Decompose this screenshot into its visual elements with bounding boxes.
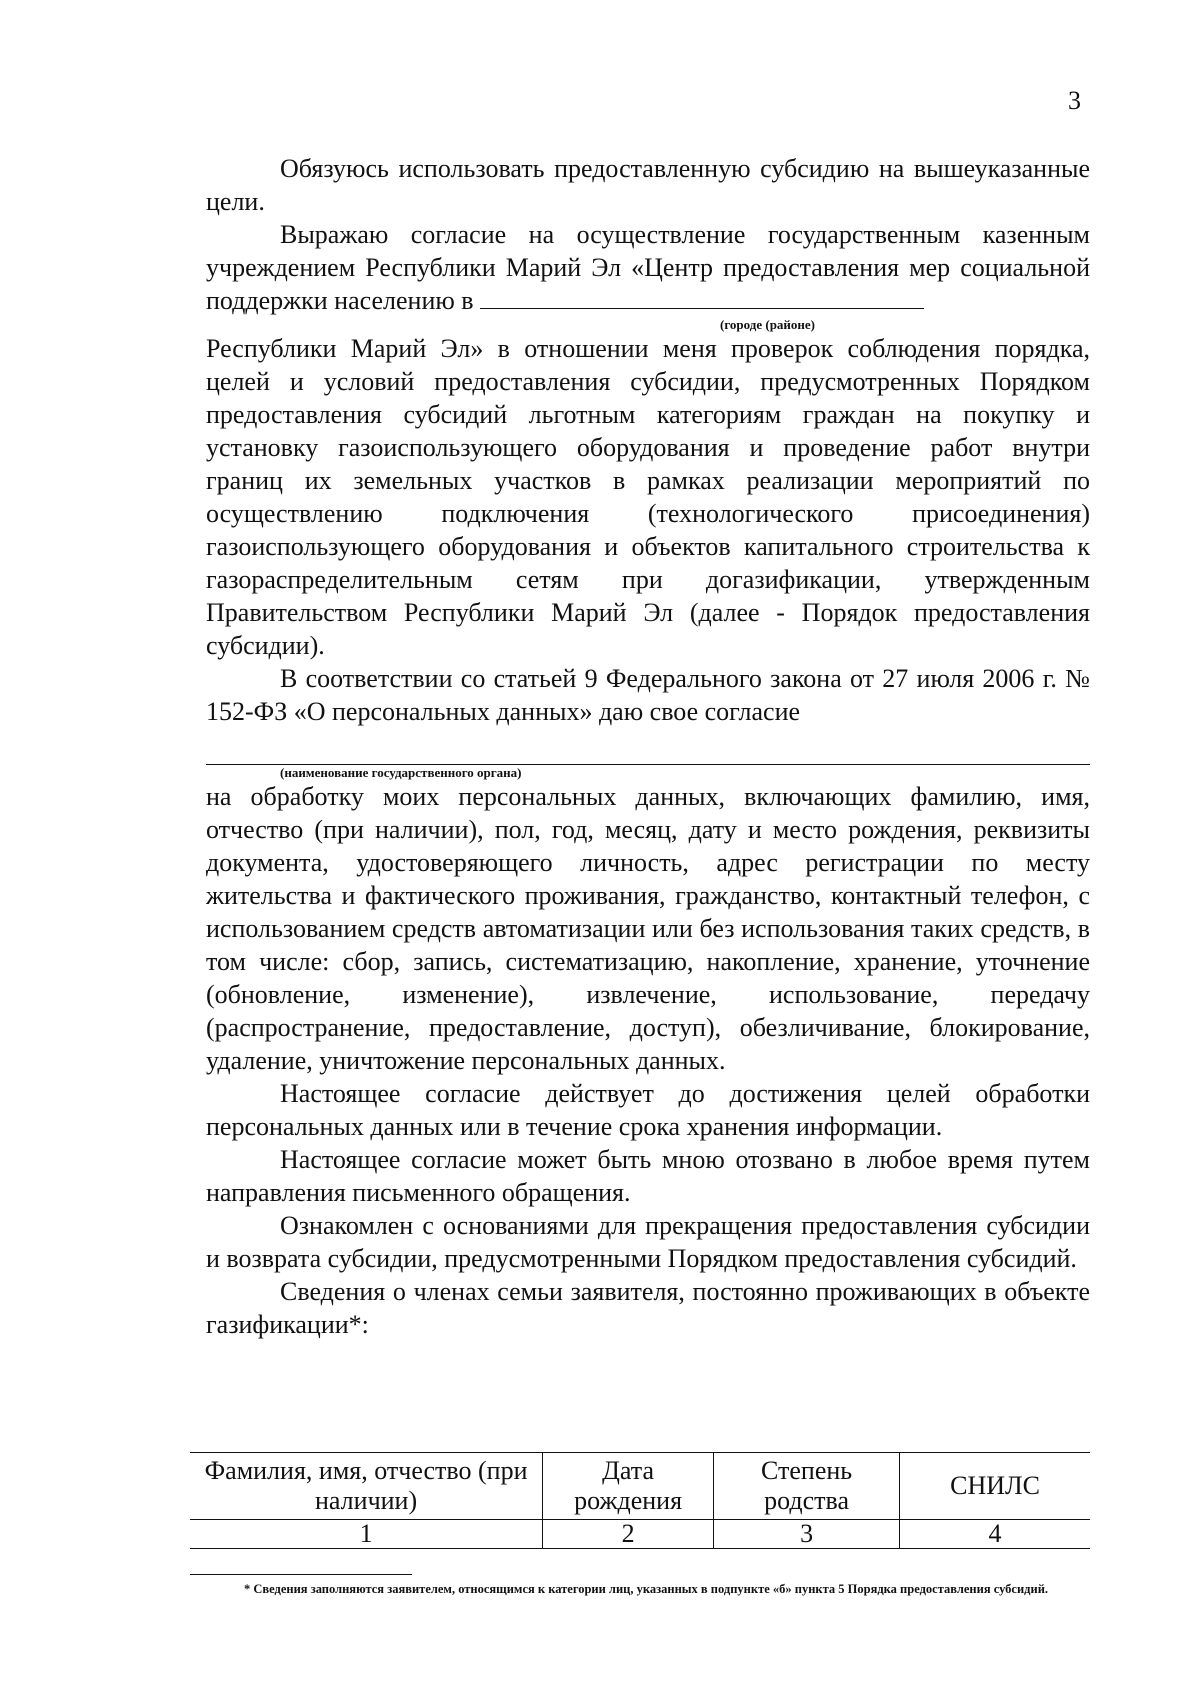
- paragraph-consent-revocation: Настоящее согласие может быть мною отозвано в любое время путем направления письменного обращения.: [206, 1145, 1090, 1207]
- family-members-table: [190, 1452, 1090, 1549]
- paragraph-personal-data-law: В соответствии со статьей 9 Федерального закона от 27 июля 2006 г. № 152-ФЗ «О персональных данных» даю свое согласие: [206, 664, 1090, 726]
- paragraph-consent-validity: Настоящее согласие действует до достижения целей обработки персональных данных или в течение срока хранения информации.: [206, 1079, 1090, 1141]
- header-snils: СНИЛС: [900, 1453, 1090, 1520]
- page-number: 3: [1068, 86, 1081, 115]
- government-body-blank[interactable]: [206, 728, 1090, 765]
- column-number: 2: [543, 1520, 714, 1549]
- city-district-caption: (городе (районе): [720, 317, 815, 332]
- government-body-caption: (наименование государственного органа): [280, 765, 522, 780]
- table-header-row: [190, 1453, 1090, 1520]
- header-full-name: Фамилия, имя, отчество (при наличии): [190, 1453, 543, 1520]
- header-relationship: Степень родства: [714, 1453, 900, 1520]
- table-column-numbers-row: [190, 1520, 1090, 1549]
- city-district-blank[interactable]: [480, 286, 924, 309]
- paragraph-commitment: Обязуюсь использовать предоставленную субсидию на вышеуказанные цели.: [206, 154, 1090, 216]
- paragraph-family-members: Сведения о членах семьи заявителя, постоянно проживающих в объекте газификации*:: [206, 1277, 1090, 1339]
- paragraph-consent-inspections: [206, 218, 1090, 317]
- column-number: 4: [900, 1520, 1090, 1549]
- paragraph-termination-grounds: Ознакомлен с основаниями для прекращения предоставления субсидии и возврата субсидии, предусмотренными Порядком предоставления субсидий.: [206, 1211, 1090, 1273]
- personal-data-processing-text: на обработку моих персональных данных, включающих фамилию, имя, отчество (при наличии), пол, год, месяц, дату и место рождения, реквизиты документа, удостоверяющего личность, адрес регистрации по месту жительства и фактического проживания, гражданство, контактный телефон, с использованием средств автоматизации или без использования таких средств, в том числе: сбор, запись, систематизацию, накопление, хранение, уточнение (обновление, изменение), извлечение, использование, передачу (распространение, предоставление, доступ), обезличивание, блокирование, удаление, уничтожение персональных данных.: [206, 782, 1090, 1075]
- header-birth-date: Дата рождения: [543, 1453, 714, 1520]
- consent-inspections-text-start: Выражаю согласие на осуществление государственным казенным учреждением Республики Марий Эл «Центр предоставления мер социальной поддержки населению в: [206, 220, 1090, 315]
- column-number: 1: [190, 1520, 543, 1549]
- consent-inspections-text-end: Республики Марий Эл» в отношении меня проверок соблюдения порядка, целей и условий предоставления субсидии, предусмотренных Порядком предоставления субсидий льготным категориям граждан на покупку и установку газоиспользующего оборудования и проведение работ внутри границ их земельных участков в рамках реализации мероприятий по осуществлению подключения (технологического присоединения) газоиспользующего оборудования и объектов капитального строительства к газораспределительным сетям при догазификации, утвержденным Правительством Республики Марий Эл (далее - Порядок предоставления субсидии).: [206, 334, 1090, 660]
- footnote-separator: [190, 1574, 412, 1575]
- footnote: * Сведения заполняются заявителем, относящимся к категории лиц, указанных в подпункте «б» пункта 5 Порядка предоставления субсидий.: [244, 1582, 1049, 1596]
- column-number: 3: [714, 1520, 900, 1549]
- document-body: [206, 152, 1090, 1341]
